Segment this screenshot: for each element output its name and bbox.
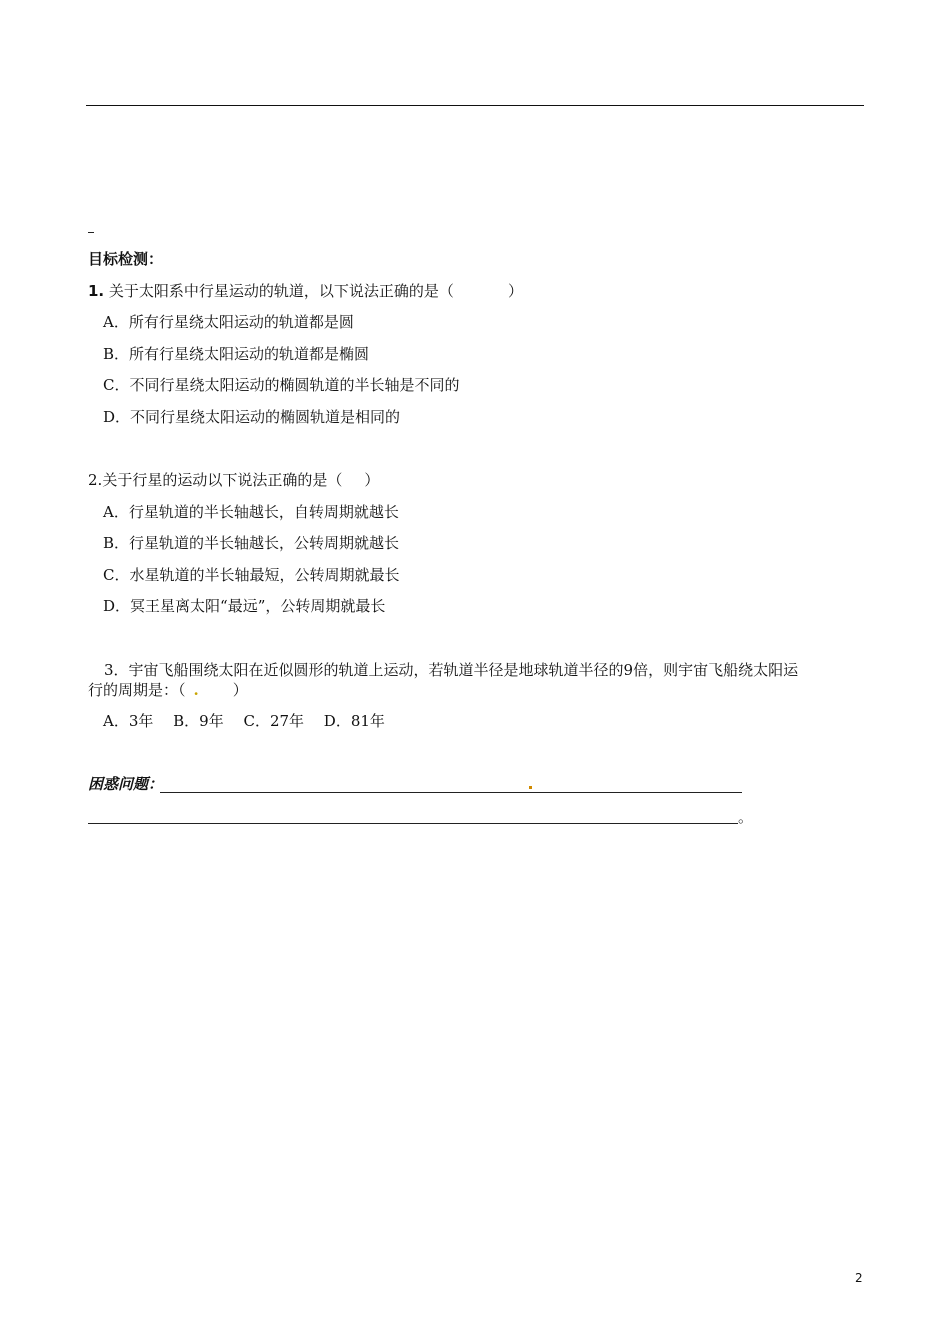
question-3-stem-line-1: 宇宙飞船围绕太阳在近似圆形的轨道上运动，若轨道半径是地球轨道半径的9倍，则宇宙飞船绕太阳运	[128, 661, 799, 679]
question-2-option-d: D．冥王星离太阳“最远”，公转周期就最长	[103, 597, 386, 615]
question-2	[88, 470, 379, 490]
question-1-option-d: D．不同行星绕太阳运动的椭圆轨道是相同的	[103, 408, 401, 426]
question-2-close: ）	[364, 471, 380, 489]
question-1-option-a: A．所有行星绕太阳运动的轨道都是圆	[103, 313, 354, 331]
question-1-option-b: B．所有行星绕太阳运动的轨道都是椭圆	[103, 345, 370, 363]
question-2-stem: 关于行星的运动以下说法正确的是（	[102, 471, 343, 489]
question-1	[88, 281, 523, 301]
stray-mark	[88, 232, 94, 233]
question-1-number: 1.	[88, 282, 105, 300]
confusion-label: 困惑问题：	[88, 775, 164, 793]
question-3-stem-line-2: 行的周期是：（	[88, 681, 186, 699]
question-3-close: ）	[232, 681, 248, 699]
orange-mark	[529, 786, 532, 789]
section-title: 目标检测：	[88, 250, 164, 268]
page-number: 2	[855, 1271, 863, 1285]
question-3-options: A．3年 B．9年 C．27年 D．81年	[103, 712, 385, 730]
question-1-close: ）	[507, 282, 523, 300]
question-2-option-a: A．行星轨道的半长轴越长，自转周期就越长	[103, 503, 399, 521]
question-2-option-c: C．水星轨道的半长轴最短，公转周期就最长	[103, 566, 400, 584]
confusion-underline-2[interactable]	[88, 823, 738, 824]
question-3-line-2	[88, 680, 248, 700]
header-rule	[86, 105, 864, 106]
question-3-line-1	[88, 660, 798, 680]
question-3-number: 3．	[104, 661, 129, 679]
question-2-number: 2.	[88, 471, 103, 489]
confusion-end-mark: 。	[738, 808, 754, 826]
answer-dot: .	[193, 681, 199, 699]
confusion-underline-1[interactable]	[160, 792, 742, 793]
question-2-option-b: B．行星轨道的半长轴越长，公转周期就越长	[103, 534, 400, 552]
question-1-option-c: C．不同行星绕太阳运动的椭圆轨道的半长轴是不同的	[103, 376, 460, 394]
question-1-stem: 关于太阳系中行星运动的轨道，以下说法正确的是（	[108, 282, 454, 300]
